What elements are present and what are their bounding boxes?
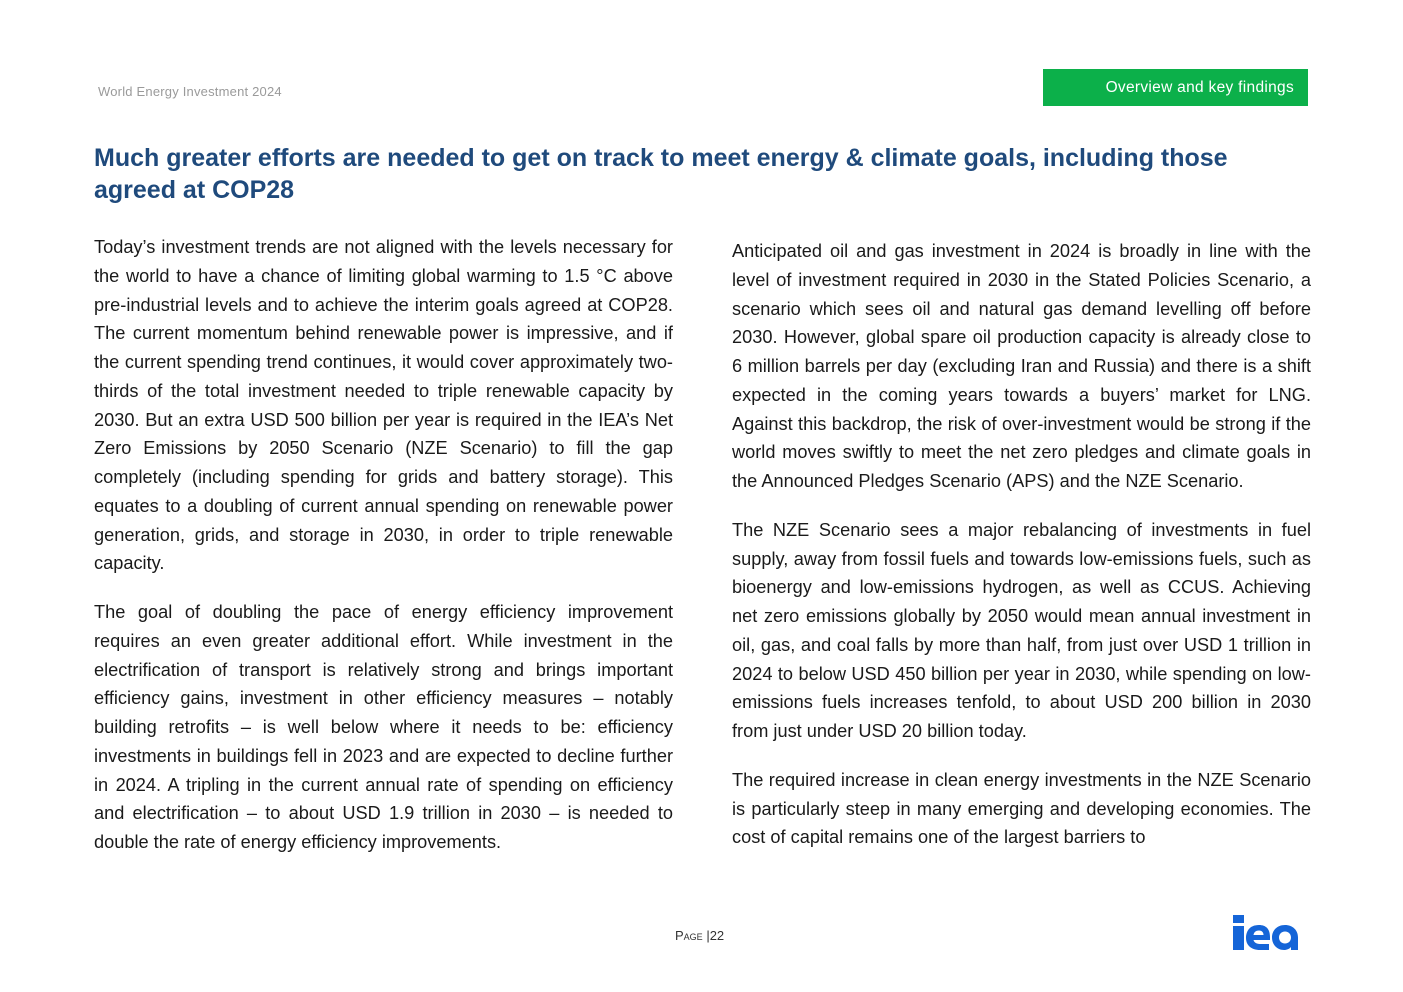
paragraph: The required increase in clean energy investments in the NZE Scenario is particularly steep in many emerging and developing economies. The cost of capital remains one of the largest barriers to: [732, 769, 1311, 848]
paragraph: The NZE Scenario sees a major rebalancing of investments in fuel supply, away from fossil fuels and towards low-emissions fuels, such as bioenergy and low-emissions hydrogen, as well as CCUS. Achieving net zero emissions globally by 2050 would mean annual investment in oil, gas, and coal falls by more than half, from just over USD 1 trillion in 2024 to below USD 450 billion per year in 2030, while spending on low-emissions fuels increases tenfold, to about USD 200 billion in 2030 from just under USD 20 billion today.: [732, 519, 1311, 741]
page-number-value: 22: [709, 928, 725, 943]
paragraph: Today’s investment trends are not aligned with the levels necessary for the world to have a chance of limiting global warming to 1.5 °C above pre-industrial levels and to achieve the interim goals agreed at COP28. The current momentum behind renewable power is impressive, and if the current spending trend continues, it would cover approximately two-thirds of the total investment needed to triple renewable capacity by 2030. But an extra USD 500 billion per year is required in the IEA’s Net Zero Emissions by 2050 Scenario (NZE Scenario) to fill the gap completely (including spending for grids and battery storage). This equates to a doubling of current annual spending on renewable power generation, grids, and storage in 2030, in order to triple renewable capacity.: [94, 237, 673, 574]
section-tab: [1043, 69, 1308, 106]
iea-logo: [1233, 915, 1309, 950]
paragraph: Anticipated oil and gas investment in 2024 is broadly in line with the level of investment required in 2030 in the Stated Policies Scenario, a scenario which sees oil and natural gas demand levelling off before 2030. However, global spare oil production capacity is already close to 6 million barrels per day (excluding Iran and Russia) and there is a shift expected in the coming years towards a buyers’ market for LNG. Against this backdrop, the risk of over-investment would be strong if the world moves swiftly to meet the net zero pledges and climate goals in the Announced Pledges Scenario (APS) and the NZE Scenario.: [732, 241, 1311, 491]
paragraph: The goal of doubling the pace of energy efficiency improvement requires an even greater additional effort. While investment in the electrification of transport is relatively strong and brings important efficiency gains, investment in other efficiency measures – notably building retrofits – is well below where it needs to be: efficiency investments in buildings fell in 2023 and are expected to decline further in 2024. A tripling in the current annual rate of spending on efficiency and electrification – to about USD 1.9 trillion in 2030 – is needed to double the rate of energy efficiency improvements.: [94, 602, 673, 852]
left-column: [94, 233, 673, 877]
section-tab-label: Overview and key findings: [1105, 78, 1294, 96]
report-title: World Energy Investment 2024: [98, 84, 282, 99]
page-separator: |: [706, 928, 710, 943]
page-label: Page: [675, 928, 703, 943]
right-column: [732, 237, 1311, 872]
page-number: [675, 928, 724, 943]
page-title: Much greater efforts are needed to get on track to meet energy & climate goals, including those agreed at COP28: [94, 144, 1228, 204]
